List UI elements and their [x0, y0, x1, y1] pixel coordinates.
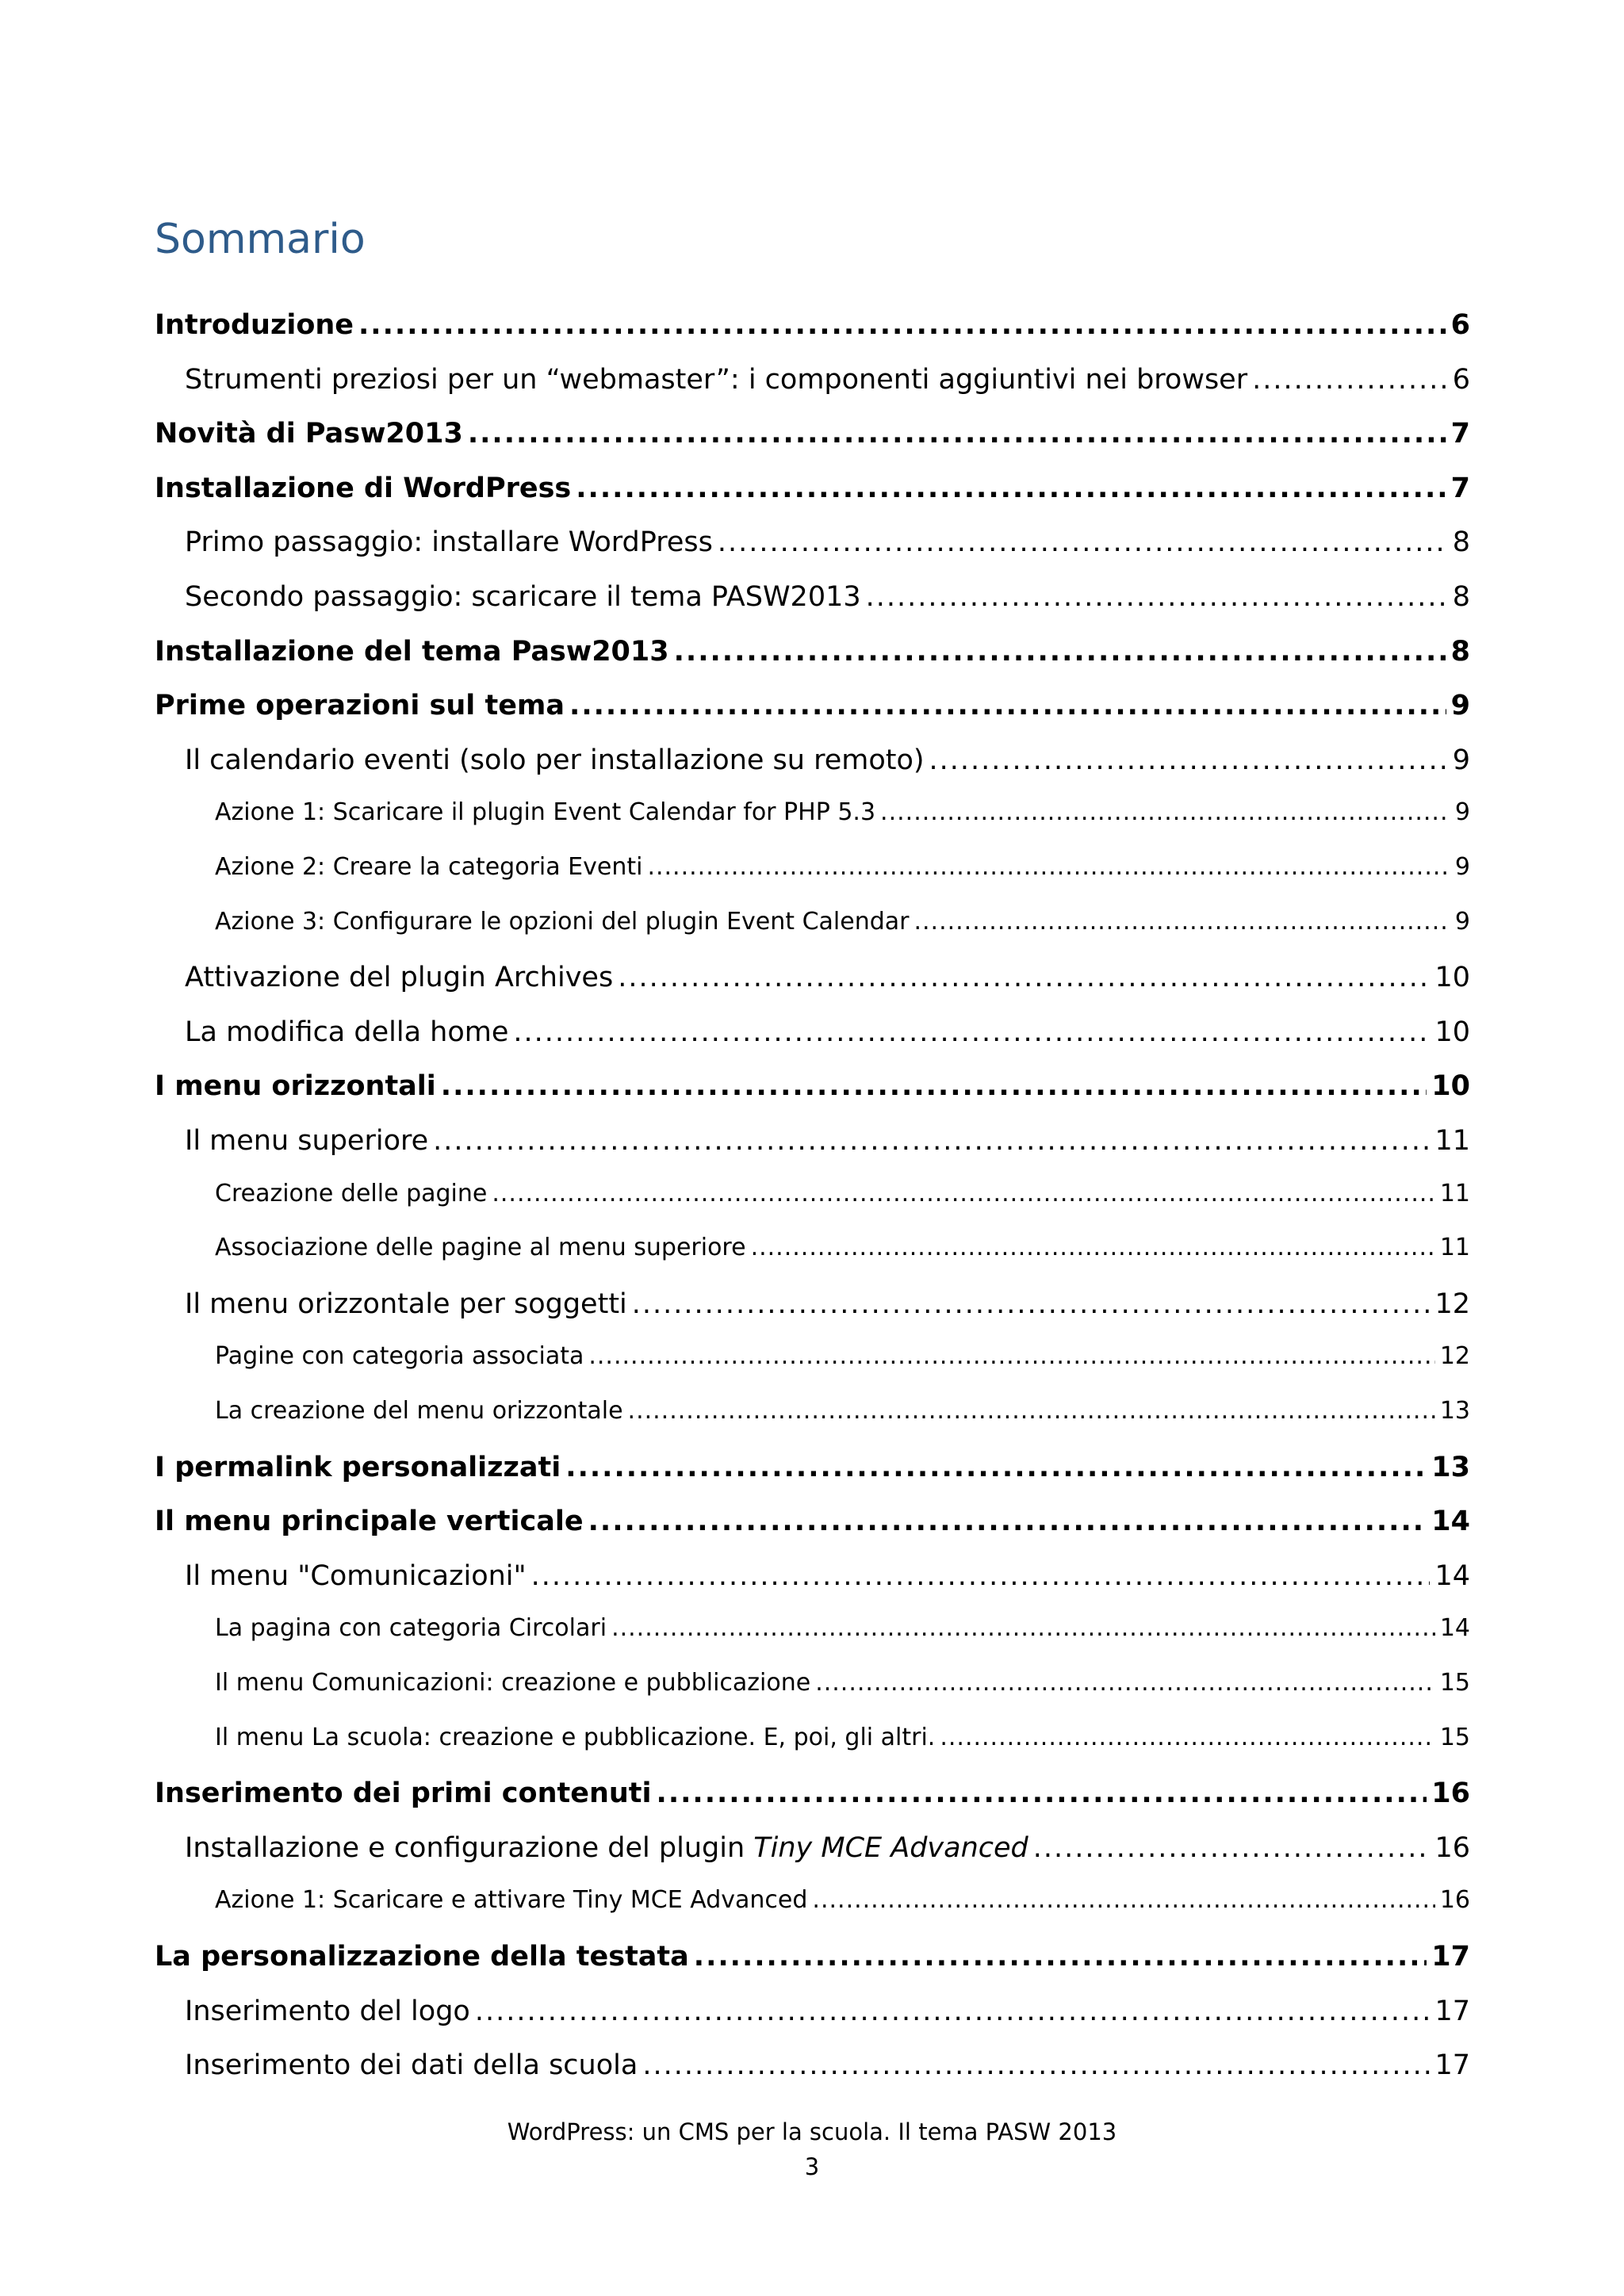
toc-entry-level-2[interactable]	[185, 1284, 1470, 1324]
toc-dot-leader	[475, 1992, 1431, 2031]
toc-entry-level-3[interactable]	[215, 849, 1470, 886]
toc-entry-title: I permalink personalizzati	[155, 1452, 561, 1483]
toc-entry-title-italic: Tiny MCE Advanced	[753, 1832, 1028, 1864]
toc-page-number: 17	[1434, 1996, 1470, 2027]
toc-dot-leader	[815, 1665, 1435, 1701]
toc-entry-title: Il menu Comunicazioni: creazione e pubblicazione	[215, 1669, 811, 1697]
toc-entry-title: Installazione del tema Pasw2013	[155, 636, 669, 668]
toc-dot-leader	[812, 1882, 1434, 1919]
toc-entry-level-2[interactable]	[185, 577, 1470, 617]
toc-entry-title: Inserimento dei primi contenuti	[155, 1777, 652, 1809]
toc-page-number: 10	[1431, 1070, 1470, 1102]
toc-entry-level-2[interactable]	[185, 958, 1470, 997]
toc-entry-level-2[interactable]	[185, 2045, 1470, 2085]
toc-dot-leader	[940, 1720, 1434, 1756]
toc-page-number: 7	[1450, 418, 1470, 450]
toc-dot-leader	[880, 794, 1450, 831]
toc-page-number: 14	[1439, 1614, 1470, 1642]
toc-page-number: 8	[1452, 581, 1470, 613]
toc-page-number: 12	[1434, 1288, 1470, 1320]
toc-dot-leader	[674, 632, 1446, 672]
toc-dot-leader	[751, 1230, 1435, 1266]
toc-dot-leader	[1033, 1828, 1431, 1868]
toc-entry-level-3[interactable]	[215, 1882, 1470, 1919]
toc-entry-title: Inserimento dei dati della scuola	[185, 2049, 638, 2081]
toc-entry-title: Secondo passaggio: scaricare il tema PASW2013	[185, 581, 861, 613]
toc-page-number: 12	[1439, 1342, 1470, 1370]
toc-entry-level-1[interactable]	[155, 305, 1470, 345]
toc-entry-title: Creazione delle pagine	[215, 1180, 488, 1207]
toc-dot-leader	[569, 686, 1446, 725]
toc-dot-leader	[866, 577, 1448, 617]
toc-entry-level-3[interactable]	[215, 1176, 1470, 1212]
toc-entry-level-2[interactable]	[185, 1012, 1470, 1052]
toc-entry-level-1[interactable]	[155, 1448, 1470, 1487]
toc-entry-level-3[interactable]	[215, 1393, 1470, 1429]
toc-dot-leader	[642, 2045, 1430, 2085]
toc-entry-title: I menu orizzontali	[155, 1070, 436, 1102]
toc-entry-level-1[interactable]	[155, 1066, 1470, 1106]
toc-page-number: 6	[1452, 364, 1470, 396]
toc-entry-title: Azione 1: Scaricare il plugin Event Calendar for PHP 5.3	[215, 798, 876, 826]
toc-page-number: 14	[1431, 1506, 1470, 1537]
toc-entry-title: La pagina con categoria Circolari	[215, 1614, 607, 1642]
toc-entry-level-1[interactable]	[155, 469, 1470, 508]
toc-entry-title: Attivazione del plugin Archives	[185, 962, 614, 993]
toc-dot-leader	[929, 740, 1448, 780]
toc-entry-title: La modifica della home	[185, 1016, 509, 1048]
toc-dot-leader	[441, 1066, 1427, 1106]
toc-entry-level-3[interactable]	[215, 1338, 1470, 1375]
toc-entry-level-1[interactable]	[155, 1937, 1470, 1976]
toc-entry-level-2[interactable]	[185, 1121, 1470, 1161]
toc-dot-leader	[914, 904, 1450, 940]
toc-entry-level-3[interactable]	[215, 1610, 1470, 1647]
toc-page-number: 7	[1450, 473, 1470, 504]
toc-entry-level-3[interactable]	[215, 904, 1470, 940]
footer-text: WordPress: un CMS per la scuola. Il tema PASW 2013	[507, 2118, 1117, 2145]
toc-entry-level-3[interactable]	[215, 1230, 1470, 1266]
toc-dot-leader	[632, 1284, 1431, 1324]
toc-dot-leader	[588, 1502, 1427, 1541]
toc-entry-level-2[interactable]	[185, 1556, 1470, 1596]
toc-dot-leader	[513, 1012, 1430, 1052]
toc-entry-level-3[interactable]	[215, 1720, 1470, 1756]
toc-entry-title: Il calendario eventi (solo per installazione su remoto)	[185, 744, 925, 776]
toc-entry-level-1[interactable]	[155, 686, 1470, 725]
toc-entry-level-1[interactable]	[155, 1502, 1470, 1541]
toc-dot-leader	[718, 522, 1448, 562]
toc-page-number: 9	[1450, 690, 1470, 721]
toc-entry-title: Il menu superiore	[185, 1125, 429, 1157]
toc-page-number: 10	[1434, 962, 1470, 993]
toc-entry-level-2[interactable]	[185, 522, 1470, 562]
toc-page-number: 9	[1452, 744, 1470, 776]
toc-dot-leader	[492, 1176, 1434, 1212]
toc-page-number: 8	[1452, 526, 1470, 558]
toc-dot-leader	[433, 1121, 1430, 1161]
toc-page-number: 16	[1431, 1777, 1470, 1809]
toc-dot-leader	[565, 1448, 1427, 1487]
toc-page-number: 8	[1450, 636, 1470, 668]
footer-page-number: 3	[804, 2153, 820, 2180]
toc-page-number: 11	[1439, 1180, 1470, 1207]
toc-dot-leader	[647, 849, 1450, 886]
toc-entry-title: Associazione delle pagine al menu superiore	[215, 1234, 746, 1261]
toc-entry-level-3[interactable]	[215, 1665, 1470, 1701]
toc-entry-title: La personalizzazione della testata	[155, 1941, 689, 1973]
toc-entry-level-2[interactable]	[185, 1828, 1470, 1868]
toc-entry-title: La creazione del menu orizzontale	[215, 1397, 623, 1425]
toc-entry-title: Pagine con categoria associata	[215, 1342, 584, 1370]
toc-page-number: 9	[1454, 798, 1470, 826]
toc-page-number: 15	[1439, 1669, 1470, 1697]
toc-page-number: 17	[1434, 2049, 1470, 2081]
toc-dot-leader	[358, 305, 1446, 345]
toc-entry-title: Il menu orizzontale per soggetti	[185, 1288, 627, 1320]
toc-entry-title: Azione 3: Configurare le opzioni del plugin Event Calendar	[215, 908, 910, 936]
toc-dot-leader	[618, 958, 1430, 997]
toc-entry-title: Novità di Pasw2013	[155, 418, 463, 450]
toc-entry-level-3[interactable]	[215, 794, 1470, 831]
toc-entry-title: Il menu "Comunicazioni"	[185, 1560, 527, 1592]
toc-entry-title: Il menu La scuola: creazione e pubblicazione. E, poi, gli altri.	[215, 1724, 936, 1751]
toc-page-number: 13	[1439, 1397, 1470, 1425]
toc-page-number: 17	[1431, 1941, 1470, 1973]
toc-entry-level-2[interactable]	[185, 1992, 1470, 2031]
toc-dot-leader	[657, 1774, 1427, 1813]
toc-page-number: 10	[1434, 1016, 1470, 1048]
toc-page-number: 11	[1434, 1125, 1470, 1157]
toc-dot-leader	[468, 414, 1446, 453]
toc-dot-leader	[1252, 360, 1448, 400]
toc-entry-title: Installazione e configurazione del plugin Tiny MCE Advanced	[185, 1832, 1028, 1864]
toc-page-number: 11	[1439, 1234, 1470, 1261]
toc-entry-level-2[interactable]	[185, 740, 1470, 780]
toc-page-number: 6	[1450, 309, 1470, 341]
toc-dot-leader	[531, 1556, 1431, 1596]
toc-entry-title: Strumenti preziosi per un “webmaster”: i componenti aggiuntivi nei browser	[185, 364, 1248, 396]
toc-page-number: 13	[1431, 1452, 1470, 1483]
toc-page-number: 9	[1454, 853, 1470, 881]
toc-entry-level-1[interactable]	[155, 632, 1470, 672]
toc-entry-level-1[interactable]	[155, 414, 1470, 453]
toc-entry-title: Primo passaggio: installare WordPress	[185, 526, 713, 558]
toc-dot-leader	[611, 1610, 1435, 1647]
toc-dot-leader	[576, 469, 1446, 508]
toc-entry-title: Introduzione	[155, 309, 354, 341]
toc-entry-title: Il menu principale verticale	[155, 1506, 584, 1537]
toc-entry-title: Azione 1: Scaricare e attivare Tiny MCE Advanced	[215, 1886, 808, 1914]
toc-entry-title: Inserimento del logo	[185, 1996, 470, 2027]
page-title: Sommario	[155, 216, 366, 263]
toc-page-number: 14	[1434, 1560, 1470, 1592]
toc-dot-leader	[628, 1393, 1435, 1429]
toc-entry-title: Installazione di WordPress	[155, 473, 572, 504]
toc-page-number: 15	[1439, 1724, 1470, 1751]
toc-dot-leader	[694, 1937, 1427, 1976]
toc-dot-leader	[588, 1338, 1434, 1375]
toc-entry-title: Prime operazioni sul tema	[155, 690, 565, 721]
toc-page-number: 9	[1454, 908, 1470, 936]
toc-entry-level-2[interactable]	[185, 360, 1470, 400]
toc-entry-title: Azione 2: Creare la categoria Eventi	[215, 853, 643, 881]
toc-page-number: 16	[1439, 1886, 1470, 1914]
toc-entry-level-1[interactable]	[155, 1774, 1470, 1813]
toc-page-number: 16	[1434, 1832, 1470, 1864]
